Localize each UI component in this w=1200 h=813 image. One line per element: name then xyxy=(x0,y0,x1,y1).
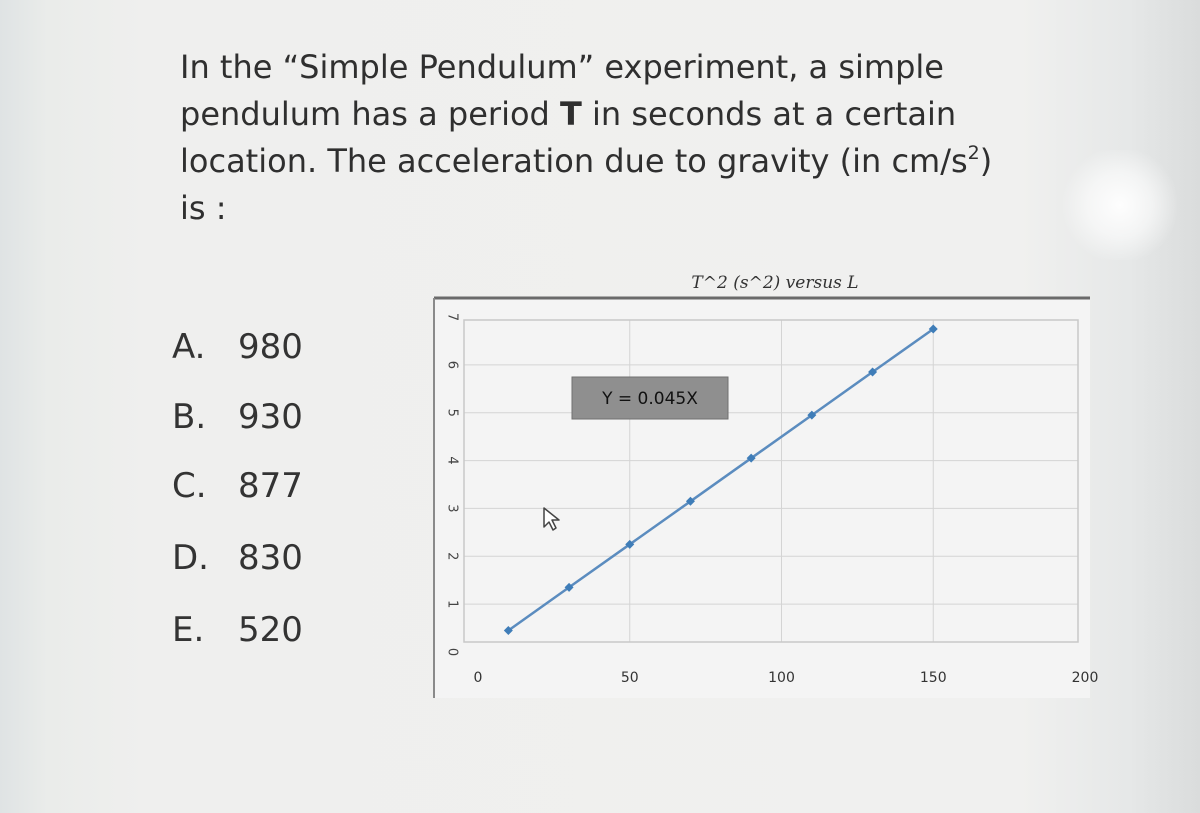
x-tick-label: 50 xyxy=(620,670,639,686)
option-d-value: 830 xyxy=(238,538,303,578)
option-d-letter: D. xyxy=(172,538,209,578)
equation-label: Y = 0.045X xyxy=(602,389,698,409)
chart-area xyxy=(434,298,1090,698)
x-tick-label: 200 xyxy=(1071,670,1099,686)
option-a-value: 980 xyxy=(238,327,303,367)
x-tick-label: 150 xyxy=(919,670,947,686)
period-symbol: T xyxy=(560,95,582,133)
option-b-letter: B. xyxy=(172,397,207,437)
question-line-2-start: pendulum has a period xyxy=(180,95,561,133)
question-line-1: In the “Simple Pendulum” experiment, a simple xyxy=(180,48,944,86)
option-c-letter: C. xyxy=(172,466,207,506)
x-tick-label: 100 xyxy=(768,670,795,686)
y-tick-label: 1 xyxy=(444,600,460,609)
question-line-3-end: ) xyxy=(979,142,993,180)
x-tick-label: 0 xyxy=(473,670,483,686)
mouse-cursor-icon xyxy=(542,506,564,532)
option-e-letter: E. xyxy=(172,610,205,650)
question-line-3-start: location. The acceleration due to gravity (in cm/s xyxy=(180,142,968,180)
y-tick-label: 4 xyxy=(444,456,460,465)
y-tick-label: 0 xyxy=(444,647,460,657)
option-a-letter: A. xyxy=(172,327,206,367)
unit-exponent: 2 xyxy=(967,142,980,164)
y-tick-label: 6 xyxy=(444,360,460,369)
question-line-4: is : xyxy=(180,189,227,227)
y-tick-label: 5 xyxy=(444,408,460,417)
y-tick-label: 2 xyxy=(444,552,460,561)
option-c-value: 877 xyxy=(238,466,303,506)
y-tick-label: 3 xyxy=(444,504,460,513)
chart-title: T^2 (s^2) versus L xyxy=(691,273,859,293)
option-b-value: 930 xyxy=(238,397,303,437)
option-e-value: 520 xyxy=(238,610,303,650)
question-line-2-end: in seconds at a certain xyxy=(581,95,957,133)
y-tick-label: 7 xyxy=(444,312,460,322)
